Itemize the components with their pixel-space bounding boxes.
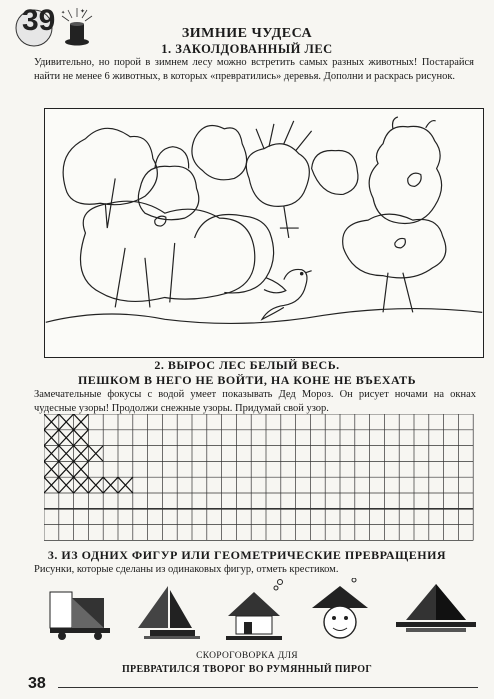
figure-truck[interactable] <box>50 592 110 640</box>
figure-face-house[interactable] <box>312 578 368 638</box>
task2-title-line1: 2. ВЫРОС ЛЕС БЕЛЫЙ ВЕСЬ. <box>154 358 340 372</box>
task1-instructions: Удивительно, но порой в зимнем лесу можно встретить самых разных животных! Постарайся найти не менее 6 животных, в которых «превратились» деревья. Дополни и раскрась рисунок. <box>34 57 474 82</box>
page-number-badge: 39 <box>22 4 56 37</box>
task1-title: 1. ЗАКОЛДОВАННЫЙ ЛЕС <box>161 42 333 56</box>
svg-text:✦: ✦ <box>61 11 66 16</box>
enchanted-forest-illustration <box>44 108 484 358</box>
geometric-figures-row <box>40 578 490 648</box>
snow-pattern-grid[interactable] <box>44 414 480 544</box>
svg-text:✦: ✦ <box>80 9 86 15</box>
page-number-bottom: 38 <box>28 675 46 692</box>
bottom-divider <box>58 687 478 688</box>
tongue-twister-label: СКОРОГОВОРКА ДЛЯ <box>196 651 298 661</box>
tongue-twister-text: ПРЕВРАТИЛСЯ ТВОРОГ ВО РУМЯННЫЙ ПИРОГ <box>121 664 373 675</box>
task2-instructions: Замечательные фокусы с водой умеет показывать Дед Мороз. Он рисует ночами на окнах чудесные узоры! Продолжи снежные узоры. Придумай свой узор. <box>34 389 476 414</box>
task3-instructions: Рисунки, которые сделаны из одинаковых фигур, отметь крестиком. <box>34 564 339 575</box>
figure-sailboat[interactable] <box>138 586 200 639</box>
task3-title: 3. ИЗ ОДНИХ ФИГУР ИЛИ ГЕОМЕТРИЧЕСКИЕ ПРЕВРАЩЕНИЯ <box>47 548 447 562</box>
page-title: ЗИМНИЕ ЧУДЕСА <box>181 26 313 41</box>
figure-tent[interactable] <box>396 584 476 632</box>
figure-house-chimney[interactable] <box>226 580 283 641</box>
task2-title-line2: ПЕШКОМ В НЕГО НЕ ВОЙТИ, НА КОНЕ НЕ ВЪЕХАТЬ <box>77 373 417 387</box>
